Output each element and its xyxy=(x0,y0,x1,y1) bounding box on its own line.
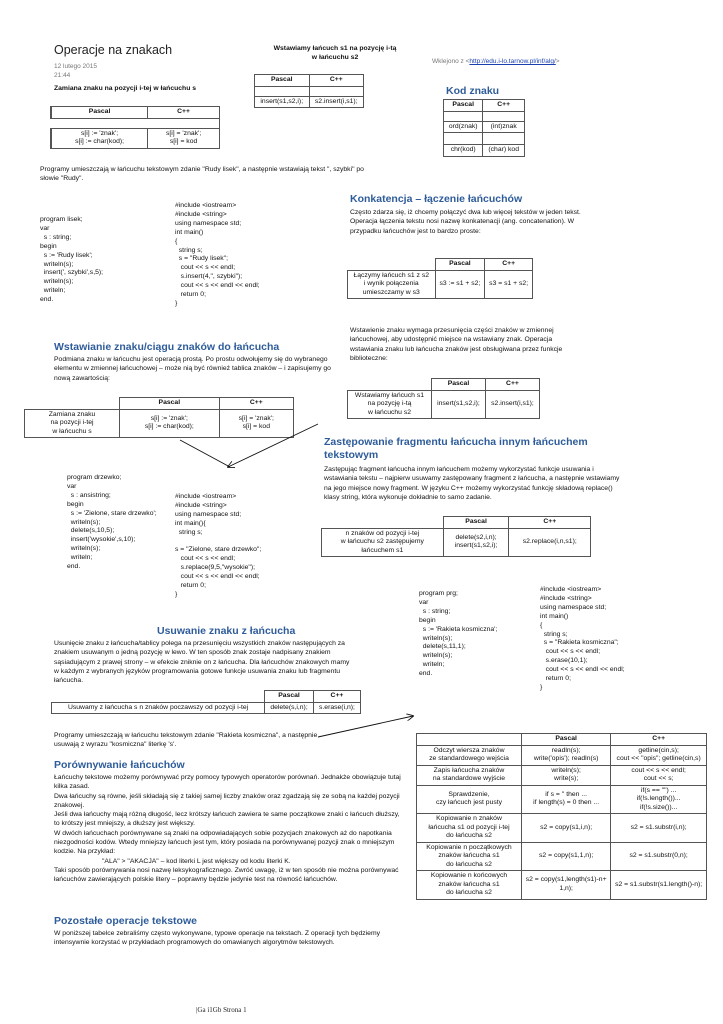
table-row xyxy=(417,871,707,900)
table-cell: (char) kod xyxy=(483,145,525,157)
table-cell: s.erase(i,n); xyxy=(313,702,360,714)
table-cell: s2.insert(i,s1); xyxy=(309,96,364,108)
source-prefix: Wklejono z < xyxy=(432,58,470,65)
table-header: Pascal xyxy=(265,691,314,703)
table-cell: Zapis łańcucha znaków na standardowe wyjście xyxy=(417,765,522,785)
program1-intro: Programy umieszczają w łańcuchu tekstowym zdanie "Rudy lisek", a następnie wstawiają tekst ", szybki" po słowie "Rudy". xyxy=(40,166,364,183)
replace-fragment-heading xyxy=(324,436,624,462)
replace-fragment-heading-line1: Zastępowanie fragmentu łańcucha innym łańcuchem xyxy=(324,436,588,448)
table-cell: Sprawdzenie, czy łańcuch jest pusty xyxy=(417,785,522,814)
program3-cpp: #include <iostream> #include <string> using namespace std; int main() { string s; s = "Rakieta kosmiczna"; cout << s << endl; s.erase(10,1); cout << s << endl << endl; return 0; } xyxy=(540,586,625,691)
table-cell: readln(s); write('opis'); readln(s) xyxy=(522,745,611,765)
table-cell: s2 = s1.substr(s1.length()-n); xyxy=(611,871,707,900)
table-cell: s3 = s1 + s2; xyxy=(485,270,533,299)
replace-fragment-text: Zastępując fragment łańcucha innym łańcuchem możemy wykorzystać funkcje usuwania i wstawiania tekstu – najpierw usuwamy zastępowany fragment z łańcucha, a następnie wstawiamy na jego miejsce nowy fragment. W języku C++ możemy wykorzystać funkcję składową replace() klasy string, która wykonuje dokładnie to samo zadanie. xyxy=(324,466,620,501)
replace-char-heading: Zamiana znaku na pozycji i-tej w łańcuchu s xyxy=(54,85,197,92)
compare-p2: Dwa łańcuchy są równe, jeśli składają się z takiej samej liczby znaków oraz zgadzają się ze sobą na każdej pozycji znakowej. xyxy=(54,792,400,809)
table-cell: s[i] = 'znak'; s[i] = kod xyxy=(148,128,220,148)
delete-char-heading: Usuwanie znaku z łańcucha xyxy=(157,625,296,637)
table-cell: if(s == "") ... if(!s.length())... if(!s.size())... xyxy=(611,785,707,814)
compare-p1: Łańcuchy tekstowe możemy porównywać przy pomocy typowych operatorów porównań. Jednakże obowiązuje tutaj kilka zasad. xyxy=(54,774,401,791)
table-header: C++ xyxy=(148,107,220,119)
arrow-to-program3 xyxy=(318,716,413,737)
table-header xyxy=(52,691,265,703)
compare-p5: Taki sposób porównywania nosi nazwę leksykograficznego. Zwróć uwagę, iż w ten sposób nie można porównywać łańcuchów zawierających polskie litery – poprawny będzie jedynie test na równość łańcuchów. xyxy=(54,866,399,884)
table-cell: Wstawiamy łańcuch s1 na pozycję i-tą w łańcuchu s2 xyxy=(348,390,432,419)
page-date: 12 lutego 2015 xyxy=(54,63,98,70)
other-ops-text: W poniższej tabelce zebraliśmy często wykonywane, typowe operacje na tekstach. Z operacji tych będziemy intensywnie korzystać w przykładach programowych do omawianych algorytmów tekstowych. xyxy=(54,930,381,947)
table-cell: Usuwamy z łańcucha s n znaków poczawszy od pozycji i-tej xyxy=(52,702,265,714)
replace-fragment-table xyxy=(321,516,591,557)
delete-program-intro: Programy umieszczają w łańcuchu tekstowym zdanie "Rakieta kosmiczna", a następnie usuwają z wyrazu "kosmiczna" literkę 's'. xyxy=(54,732,318,749)
table-cell: ord(znak) xyxy=(444,121,483,133)
table-cell: delete(s,i,n); xyxy=(265,702,314,714)
insert-top-heading-line1: Wstawiamy łańcuch s1 na pozycję i-tą xyxy=(273,45,397,52)
table-header: C++ xyxy=(483,100,525,112)
insert-intro-text: Wstawienie znaku wymaga przesunięcia części znaków w zmiennej łańcuchowej, aby udostępnić miejsce na wstawiany znak. Operacja wstawiania znaku lub łańcucha znaków jest obsługiwana przez funkcje biblioteczne: xyxy=(350,327,563,362)
program1-pascal: program lisek; var s : string; begin s := 'Rudy lisek'; writeln(s); insert(', szybki',s,5); writeln(s); writeln; end. xyxy=(40,216,104,304)
page-time: 21:44 xyxy=(54,72,71,79)
table-cell: n znaków od pozycji i-tej w łańcuchu s2 zastępujemy łańcuchem s1 xyxy=(322,528,444,557)
table-header: Pascal xyxy=(255,75,310,87)
concat-heading: Konkatencja – łączenie łańcuchów xyxy=(350,193,523,205)
compare-heading: Porównywanie łańcuchów xyxy=(54,759,185,771)
concat-text: Często zdarza się, iż chcemy połączyć dwa lub więcej tekstów w jeden tekst. Operacja łączenia tekstu nosi nazwę konkatenacji (ang. concatenation). W przypadku łańcuchów jest to bardzo proste: xyxy=(350,209,581,235)
table-row xyxy=(417,765,707,785)
table-cell: Kopiowanie n znaków łańcucha s1 od pozycji i-tej do łańcucha s2 xyxy=(417,814,522,843)
table-header: Pascal xyxy=(444,100,483,112)
table-cell: s[i] := 'znak'; s[i] := char(kod); xyxy=(120,409,220,438)
table-cell: s2 = copy(s1,length(s1)-n+ 1,n); xyxy=(522,871,611,900)
table-cell: s2.replace(i,n,s1); xyxy=(509,528,591,557)
delete-char-text: Usunięcie znaku z łańcucha/tablicy polega na przesunięciu wszystkich znaków następujących za znakiem usuwanym o jedną pozycję w lewo. W ten sposób znak zostaje nadpisany znakiem sąsiadującym z prawej strony – w efekcie zniknie on z łańcucha. Dla łańcuchów znakowych mamy w każdym z wybranych języków programowania gotowe funkcje usuwania znaku lub fragmentu łańcucha. xyxy=(54,640,350,685)
insert-char-text: Podmiana znaku w łańcuchu jest operacją prostą. Po prostu odwołujemy się do wybranego elementu w zmiennej łańcuchowej – może nią być również tablica znaków – i zapisujemy go nową zawartością: xyxy=(54,356,331,382)
insert-char-heading: Wstawianie znaku/ciągu znaków do łańcucha xyxy=(54,341,280,353)
table-row xyxy=(417,745,707,765)
compare-example1: "ALA" > "AKACJA" – kod literki L jest większy od kodu literki K. xyxy=(102,857,291,865)
program1-cpp: #include <iostream> #include <string> using namespace std; int main() { string s; s = "Rudy lisek"; cout << s << endl; s.insert(4,", szybki"); cout << s << endl << endl; return 0; } xyxy=(175,202,260,307)
table-cell: writeln(s); write(s); xyxy=(522,765,611,785)
table-cell: Kopiowanie n początkowych znaków łańcucha s1 do łańcucha s2 xyxy=(417,842,522,871)
table-cell: s2 = copy(s1,1,n); xyxy=(522,842,611,871)
insert-top-heading-line2: w łańcuchu s2 xyxy=(311,54,359,62)
table-header: Pascal xyxy=(431,379,485,391)
table-cell: delete(s2,i,n); insert(s1,s2,i); xyxy=(443,528,509,557)
program2-pascal: program drzewko; var s : ansistring; begin s := 'Zielone, stare drzewko'; writeln(s); delete(s,10,5); insert('wysokie',s,10); writeln(s); writeln; end. xyxy=(67,474,157,571)
table-cell: Łączymy łańcuch s1 z s2 i wynik połączenia umieszczamy w s3 xyxy=(348,270,436,299)
table-row xyxy=(417,785,707,814)
page-footer: |Ga i1Gb Strona 1 xyxy=(196,1006,247,1014)
table-cell: s2 = copy(s1,i,n); xyxy=(522,814,611,843)
source-link[interactable]: http://edu.i-lo.tarnow.pl/inf/alg/ xyxy=(469,58,556,65)
table-cell: (int)znak xyxy=(483,121,525,133)
source-suffix: > xyxy=(555,58,560,65)
table-header: Pascal xyxy=(435,259,485,271)
delete-char-table xyxy=(51,690,361,714)
table-row xyxy=(417,842,707,871)
replace-fragment-heading-line2: tekstowym xyxy=(324,449,379,461)
compare-p3: Jeśli dwa łańcuchy mają różną długość, lecz krótszy łańcuch zawiera te same początkowe znaki c łańcuch dłuższy, to krótszy jest mniejszy, a dłuższy jest większy. xyxy=(54,811,400,828)
table-cell: s[i] := 'znak'; s[i] := char(kod); xyxy=(52,128,148,148)
table-cell: s3 := s1 + s2; xyxy=(435,270,485,299)
arrow-from-table xyxy=(180,440,230,467)
table-header: C++ xyxy=(611,734,707,746)
table-cell: s2.insert(i,s1); xyxy=(485,390,539,419)
table-cell: Kopiowanie n końcowych znaków łańcucha s1 do łańcucha s2 xyxy=(417,871,522,900)
table-cell: s2 = s1.substr(i,n); xyxy=(611,814,707,843)
char-code-heading: Kod znaku xyxy=(446,85,500,97)
table-cell: s[i] = 'znak'; s[i] = kod xyxy=(219,409,293,438)
compare-p4: W dwóch łańcuchach porównywane są znaki na odpowiadających sobie pozycjach znakowych aż do napotkania niezgodności kodów. Wtedy mniejszy łańcuch jest tym, który posiada na porównywanej pozycji znak o mniejszym kodzie. Na przykład: xyxy=(54,829,395,856)
table-row xyxy=(417,814,707,843)
table-cell: if s = '' then ... if length(s) = 0 then ... xyxy=(522,785,611,814)
program3-pascal: program prg; var s : string; begin s := 'Rakieta kosmiczna'; writeln(s); delete(s,11,1); writeln(s); writeln; end. xyxy=(419,590,498,678)
other-ops-heading: Pozostałe operacje tekstowe xyxy=(54,915,197,927)
table-cell: chr(kod) xyxy=(444,145,483,157)
compare-body xyxy=(54,773,404,885)
table-header: Pascal xyxy=(443,517,509,529)
table-header: C++ xyxy=(509,517,591,529)
table-header: C++ xyxy=(313,691,360,703)
other-ops-table xyxy=(416,733,707,900)
table-header: Pascal xyxy=(52,107,148,119)
program2-cpp: #include <iostream> #include <string> using namespace std; int main(){ string s; s = "Zielone, stare drzewko"; cout << s << endl; s.replace(9,5,"wysokie"); cout << s << endl << endl; return 0; } xyxy=(175,493,262,598)
table-header xyxy=(417,734,522,746)
table-header: C++ xyxy=(219,398,293,410)
table-header: C++ xyxy=(485,259,533,271)
table-header: Pascal xyxy=(120,398,220,410)
table-cell: getline(cin,s); cout << "opis"; getline(cin,s) xyxy=(611,745,707,765)
table-cell: Zamiana znaku na pozycji i-tej w łańcuchu s xyxy=(25,409,120,438)
page-title: Operacje na znakach xyxy=(54,43,173,57)
table-cell: s2 = s1.substr(0,n); xyxy=(611,842,707,871)
table-header: Pascal xyxy=(522,734,611,746)
table-cell: insert(s1,s2,i); xyxy=(255,96,310,108)
table-cell: cout << s << endl; cout << s; xyxy=(611,765,707,785)
table-cell: insert(s1,s2,i); xyxy=(431,390,485,419)
table-header: C++ xyxy=(309,75,364,87)
table-header: C++ xyxy=(485,379,539,391)
arrow-to-program xyxy=(228,424,318,467)
table-header xyxy=(322,517,444,529)
table-cell: Odczyt wiersza znaków ze standardowego wejścia xyxy=(417,745,522,765)
